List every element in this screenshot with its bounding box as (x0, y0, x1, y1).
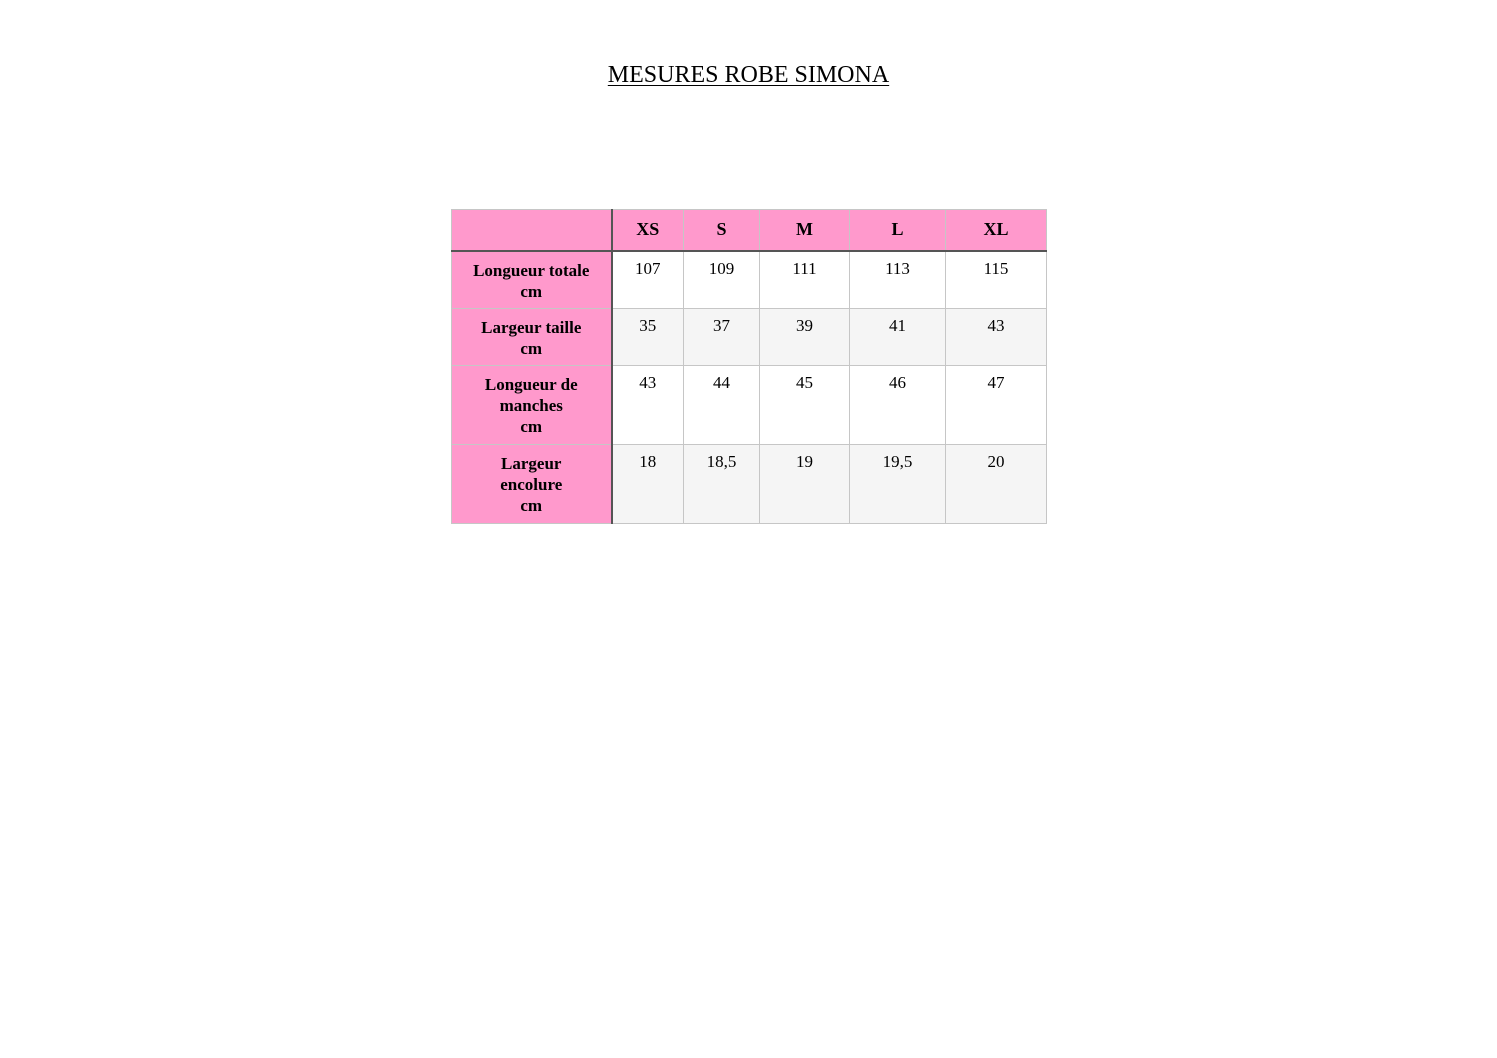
row-label-line: encolure (500, 475, 563, 494)
row-label-line: Largeur (501, 454, 562, 473)
row-label-largeur-taille (452, 309, 612, 366)
table-corner-cell (452, 210, 612, 251)
row-label-unit: cm (520, 339, 543, 358)
row-label-unit: cm (520, 496, 543, 515)
table-header-row (452, 210, 1047, 251)
table-cell: 111 (760, 251, 850, 309)
size-header-xl: XL (946, 210, 1047, 251)
row-label-longueur-totale (452, 251, 612, 309)
table-cell: 44 (684, 366, 760, 445)
row-label-longueur-manches (452, 366, 612, 445)
row-label-unit: cm (520, 417, 543, 436)
table-cell: 37 (684, 309, 760, 366)
row-label-line: Longueur de (484, 375, 578, 394)
size-header-l: L (850, 210, 946, 251)
table-cell: 113 (850, 251, 946, 309)
table-cell: 107 (612, 251, 684, 309)
size-header-m: M (760, 210, 850, 251)
table-row (452, 366, 1047, 445)
table-cell: 115 (946, 251, 1047, 309)
table-cell: 19 (760, 445, 850, 524)
table-cell: 18,5 (684, 445, 760, 524)
row-label-line: Longueur totale (473, 260, 590, 280)
size-chart-table (451, 209, 1047, 524)
row-label-line: manches (499, 396, 563, 415)
table-cell: 43 (612, 366, 684, 445)
table-row (452, 251, 1047, 309)
table-row (452, 309, 1047, 366)
table-cell: 18 (612, 445, 684, 524)
size-header-xs: XS (612, 210, 684, 251)
row-label-largeur-encolure (452, 445, 612, 524)
table-cell: 43 (946, 309, 1047, 366)
table-cell: 39 (760, 309, 850, 366)
table-cell: 41 (850, 309, 946, 366)
table-cell: 109 (684, 251, 760, 309)
table-cell: 20 (946, 445, 1047, 524)
table-cell: 19,5 (850, 445, 946, 524)
table-cell: 47 (946, 366, 1047, 445)
table-row (452, 445, 1047, 524)
table-cell: 35 (612, 309, 684, 366)
table-cell: 46 (850, 366, 946, 445)
row-label-line: Largeur taille (481, 318, 582, 337)
table-cell: 45 (760, 366, 850, 445)
size-header-s: S (684, 210, 760, 251)
row-label-unit: cm (520, 281, 543, 301)
page-title: MESURES ROBE SIMONA (607, 62, 890, 88)
